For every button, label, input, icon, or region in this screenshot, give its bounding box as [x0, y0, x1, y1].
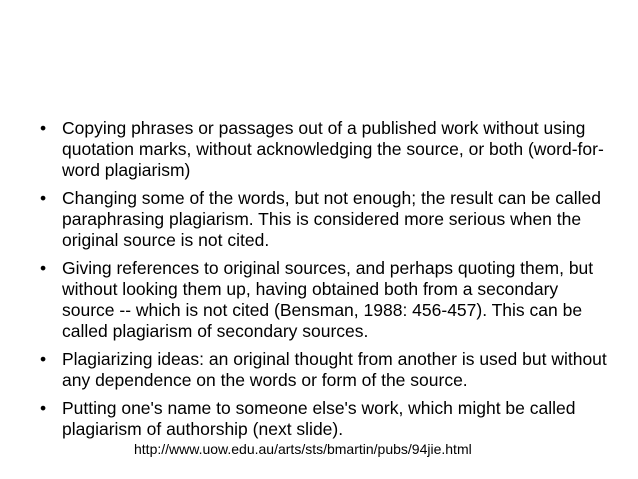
bullet-marker: • [40, 188, 47, 208]
bullet-item [40, 188, 610, 251]
bullet-text: Plagiarizing ideas: an original thought from another is used but without any dependence on the words or form of the source. [62, 349, 607, 390]
bullet-marker: • [40, 258, 47, 278]
bullet-text: Copying phrases or passages out of a published work without using quotation marks, without acknowledging the source, or both (word-for-word plagiarism) [62, 118, 604, 180]
bullet-list [40, 118, 610, 447]
bullet-text: Putting one's name to someone else's work, which might be called plagiarism of authorship (next slide). [62, 398, 576, 439]
bullet-item [40, 118, 610, 181]
bullet-item [40, 349, 610, 391]
bullet-marker: • [40, 118, 47, 138]
bullet-text: Giving references to original sources, and perhaps quoting them, but without looking them up, having obtained both from a secondary source -- which is not cited (Bensman, 1988: 456-457). This can be called plagiarism of secondary sources. [62, 258, 594, 341]
bullet-marker: • [40, 349, 47, 369]
bullet-item [40, 398, 610, 440]
bullet-item [40, 258, 610, 342]
bullet-marker: • [40, 398, 47, 418]
bullet-text: Changing some of the words, but not enough; the result can be called paraphrasing plagiarism. This is considered more serious when the original source is not cited. [62, 188, 601, 250]
source-url: http://www.uow.edu.au/arts/sts/bmartin/pubs/94jie.html [134, 441, 472, 457]
